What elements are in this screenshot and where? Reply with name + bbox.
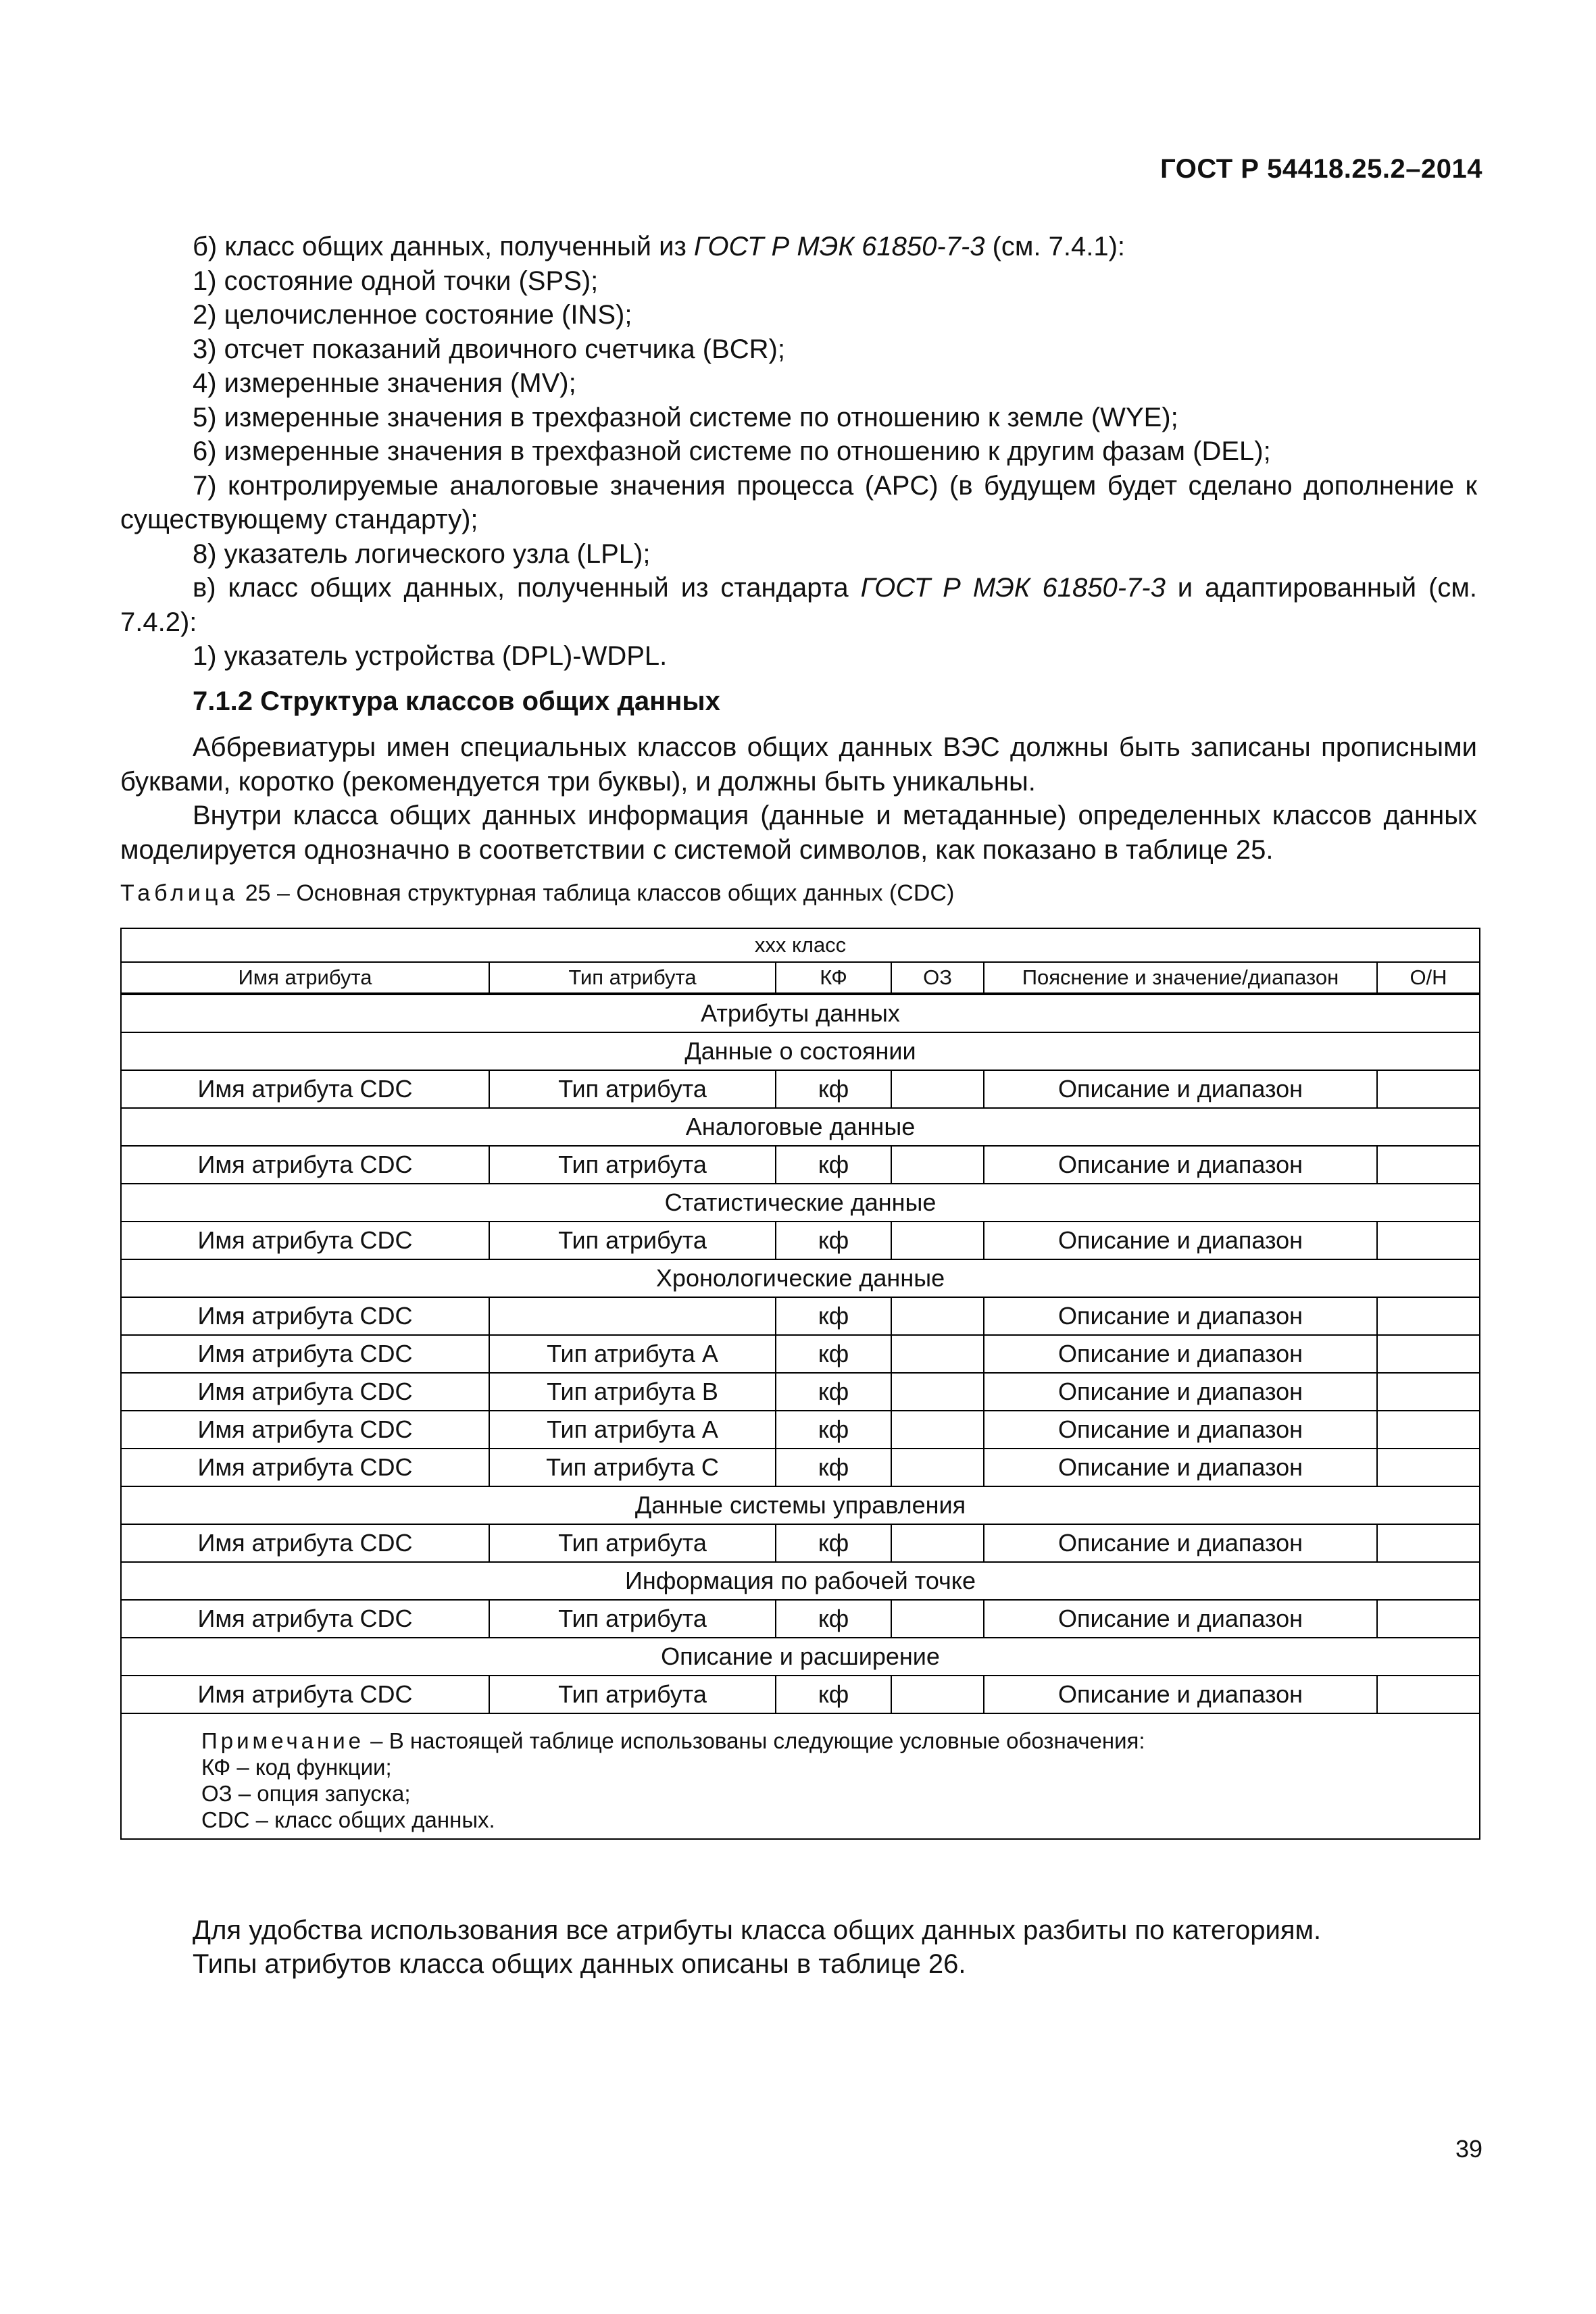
paragraph: Типы атрибутов класса общих данных описаны в таблице 26.	[193, 1949, 966, 1979]
group-title: Данные о состоянии	[121, 1032, 1480, 1070]
body-text	[120, 230, 1477, 907]
table-cell: Имя атрибута CDC	[121, 1600, 489, 1638]
table-cell: Описание и диапазон	[984, 1373, 1377, 1411]
group-title: Хронологические данные	[121, 1259, 1480, 1297]
table-cell: кф	[776, 1676, 891, 1713]
table-row	[121, 1449, 1480, 1486]
item-b: б) класс общих данных, полученный из ГОСТ Р МЭК 61850-7-3 (см. 7.4.1):	[193, 232, 1126, 261]
table-cell: Имя атрибута CDC	[121, 1070, 489, 1108]
note-line: ОЗ – опция запуска;	[201, 1781, 411, 1806]
table-note	[121, 1713, 1480, 1839]
table-cell	[1377, 1222, 1480, 1259]
table-cell	[1377, 1373, 1480, 1411]
column-header: КФ	[776, 962, 891, 994]
table-cell: Тип атрибута	[489, 1676, 776, 1713]
table-cell	[1377, 1524, 1480, 1562]
list-item: 2) целочисленное состояние (INS);	[193, 300, 632, 330]
note-line: КФ – код функции;	[201, 1755, 392, 1780]
table-cell: Тип атрибута A	[489, 1335, 776, 1373]
table-cell: Имя атрибута CDC	[121, 1222, 489, 1259]
table-cell	[891, 1146, 984, 1184]
table-cell	[489, 1297, 776, 1335]
table-header-row	[121, 962, 1480, 994]
column-header: ОЗ	[891, 962, 984, 994]
table-cell: Имя атрибута CDC	[121, 1411, 489, 1449]
closing-text	[120, 1913, 1477, 1981]
table-cell: Имя атрибута CDC	[121, 1373, 489, 1411]
table-cell: Описание и диапазон	[984, 1676, 1377, 1713]
table-cell: Описание и диапазон	[984, 1524, 1377, 1562]
table-cell	[891, 1297, 984, 1335]
group-title: Данные системы управления	[121, 1486, 1480, 1524]
table-cell: Тип атрибута	[489, 1524, 776, 1562]
table-title: ххх класс	[121, 928, 1480, 962]
table-cell	[891, 1600, 984, 1638]
table-row	[121, 1146, 1480, 1184]
table-cell	[1377, 1449, 1480, 1486]
table-cell: кф	[776, 1146, 891, 1184]
table-cell: Описание и диапазон	[984, 1222, 1377, 1259]
table-group-row	[121, 1638, 1480, 1676]
table-cell: Тип атрибута	[489, 1070, 776, 1108]
table-group-row	[121, 1259, 1480, 1297]
table-cell: Тип атрибута B	[489, 1373, 776, 1411]
standard-reference: ГОСТ Р МЭК 61850-7-3	[693, 232, 985, 261]
note-line: CDC – класс общих данных.	[201, 1807, 495, 1832]
table-cell	[1377, 1676, 1480, 1713]
table-group-row	[121, 1562, 1480, 1600]
table-cell: Тип атрибута	[489, 1146, 776, 1184]
table-cell: кф	[776, 1600, 891, 1638]
table-group-row	[121, 1184, 1480, 1222]
column-header: Имя атрибута	[121, 962, 489, 994]
list-item: 4) измеренные значения (MV);	[193, 368, 576, 398]
note-intro-line	[201, 1728, 1479, 1754]
list-item: 6) измеренные значения в трехфазной системе по отношению к другим фазам (DEL);	[193, 436, 1271, 466]
table-cell	[1377, 1411, 1480, 1449]
table-cell: Имя атрибута CDC	[121, 1146, 489, 1184]
column-header: О/Н	[1377, 962, 1480, 994]
list-item: 5) измеренные значения в трехфазной системе по отношению к земле (WYE);	[193, 402, 1178, 432]
table-cell: Имя атрибута CDC	[121, 1449, 489, 1486]
list-item: 1) состояние одной точки (SPS);	[193, 266, 599, 296]
table-row	[121, 1222, 1480, 1259]
table-row	[121, 1676, 1480, 1713]
table-note-row	[121, 1713, 1480, 1839]
table-cell: Имя атрибута CDC	[121, 1297, 489, 1335]
note-label: Примечание	[201, 1728, 365, 1753]
table-title-row	[121, 928, 1480, 962]
table-cell: Описание и диапазон	[984, 1146, 1377, 1184]
group-title: Аналоговые данные	[121, 1108, 1480, 1146]
table-cell: Имя атрибута CDC	[121, 1524, 489, 1562]
table-row	[121, 1335, 1480, 1373]
table-row	[121, 1373, 1480, 1411]
table-group-row	[121, 1108, 1480, 1146]
paragraph: Для удобства использования все атрибуты класса общих данных разбиты по категориям.	[193, 1915, 1322, 1945]
list-item: 3) отсчет показаний двоичного счетчика (BCR);	[193, 334, 785, 364]
table-cell	[891, 1676, 984, 1713]
table-group-row	[121, 1486, 1480, 1524]
table-cell: кф	[776, 1335, 891, 1373]
table-caption: Таблица 25 – Основная структурная таблица классов общих данных (CDC)	[120, 880, 955, 906]
cdc-structure-table	[120, 928, 1480, 1840]
table-cell: Описание и диапазон	[984, 1335, 1377, 1373]
table-cell	[891, 1411, 984, 1449]
table-cell	[1377, 1146, 1480, 1184]
item-b-list	[120, 264, 1477, 572]
table-section-row	[121, 994, 1480, 1032]
table-row	[121, 1524, 1480, 1562]
section-heading: 7.1.2 Структура классов общих данных	[193, 686, 720, 716]
list-item: 7) контролируемые аналоговые значения процесса (APC) (в будущем будет сделано дополнение к существующему стандарту);	[120, 470, 1477, 534]
standard-reference: ГОСТ Р МЭК 61850-7-3	[860, 573, 1166, 603]
table-cell	[1377, 1600, 1480, 1638]
table-cell: кф	[776, 1373, 891, 1411]
table-cell	[1377, 1070, 1480, 1108]
table-cell: Описание и диапазон	[984, 1411, 1377, 1449]
table-cell	[891, 1070, 984, 1108]
table-cell: Описание и диапазон	[984, 1297, 1377, 1335]
table-cell: Тип атрибута C	[489, 1449, 776, 1486]
table-cell: кф	[776, 1411, 891, 1449]
group-title: Описание и расширение	[121, 1638, 1480, 1676]
item-v: в) класс общих данных, полученный из стандарта ГОСТ Р МЭК 61850-7-3 и адаптированный (см. 7.4.2):	[120, 573, 1477, 637]
table-group-row	[121, 1032, 1480, 1070]
list-item: 1) указатель устройства (DPL)-WDPL.	[193, 641, 668, 671]
section-title: Атрибуты данных	[121, 994, 1480, 1032]
table-cell: Описание и диапазон	[984, 1070, 1377, 1108]
column-header: Пояснение и значение/диапазон	[984, 962, 1377, 994]
table-cell	[1377, 1297, 1480, 1335]
table-row	[121, 1070, 1480, 1108]
table-cell: Тип атрибута A	[489, 1411, 776, 1449]
table-cell	[891, 1222, 984, 1259]
table-cell: Описание и диапазон	[984, 1449, 1377, 1486]
table-cell: Имя атрибута CDC	[121, 1335, 489, 1373]
table-row	[121, 1297, 1480, 1335]
table-cell	[891, 1373, 984, 1411]
group-title: Статистические данные	[121, 1184, 1480, 1222]
page-number: 39	[1455, 2135, 1482, 2163]
table-cell: кф	[776, 1222, 891, 1259]
column-header: Тип атрибута	[489, 962, 776, 994]
table-cell: Тип атрибута	[489, 1222, 776, 1259]
table-cell	[1377, 1335, 1480, 1373]
list-item: 8) указатель логического узла (LPL);	[193, 538, 651, 569]
table-cell: Имя атрибута CDC	[121, 1676, 489, 1713]
paragraph: Аббревиатуры имен специальных классов общих данных ВЭС должны быть записаны прописными буквами, коротко (рекомендуется три буквы), и должны быть уникальны.	[120, 732, 1477, 797]
table-cell: Тип атрибута	[489, 1600, 776, 1638]
table-cell: Описание и диапазон	[984, 1600, 1377, 1638]
group-title: Информация по рабочей точке	[121, 1562, 1480, 1600]
table-cell	[891, 1335, 984, 1373]
table-cell: кф	[776, 1297, 891, 1335]
table-row	[121, 1411, 1480, 1449]
document-number-header: ГОСТ Р 54418.25.2–2014	[1160, 154, 1482, 184]
table-cell: кф	[776, 1524, 891, 1562]
table-row	[121, 1600, 1480, 1638]
table-cell	[891, 1524, 984, 1562]
table-cell: кф	[776, 1449, 891, 1486]
paragraph: Внутри класса общих данных информация (данные и метаданные) определенных классов данных моделируется однозначно в соответствии с системой символов, как показано в таблице 25.	[120, 801, 1477, 865]
table-cell	[891, 1449, 984, 1486]
table-cell: кф	[776, 1070, 891, 1108]
note-intro: – В настоящей таблице использованы следующие условные обозначения:	[364, 1728, 1145, 1753]
